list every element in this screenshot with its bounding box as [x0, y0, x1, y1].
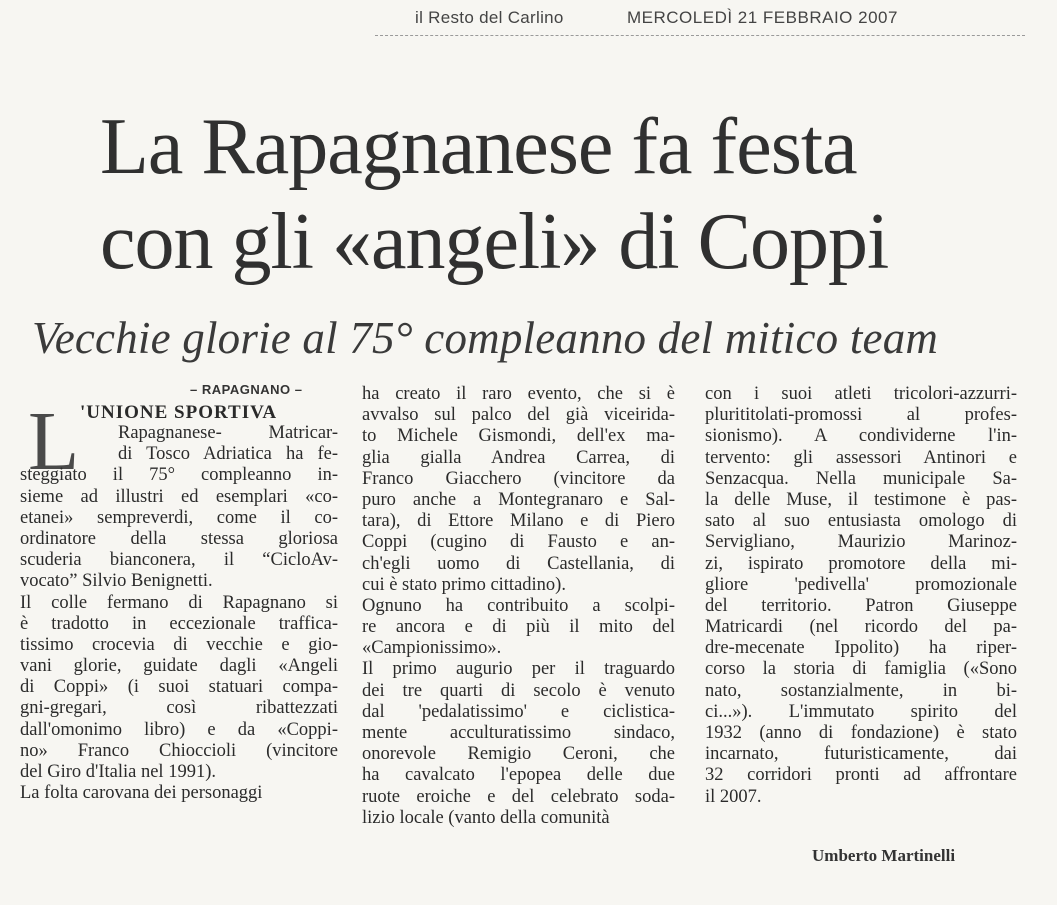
article-line: mente acculturatissimo sindaco,: [362, 723, 675, 743]
article-line: tervento: gli assessori Antinori e: [705, 447, 1017, 468]
article-line: ruote eroiche e del celebrato soda-: [362, 786, 675, 807]
article-line: tissimo crocevia di vecchie e gio-: [20, 634, 338, 655]
article-line: Il colle fermano di Rapagnano si: [20, 592, 338, 613]
article-line: vocato” Silvio Benignetti.: [20, 571, 213, 592]
article-line: ordinatore della stessa gloriosa: [20, 528, 338, 549]
article-line: dall'omonimo libro) e da «Coppi-: [20, 719, 338, 740]
headline-line-1: La Rapagnanese fa festa: [100, 103, 857, 191]
article-line: ci...»). L'immutato spirito del: [705, 701, 1017, 722]
article-column-2: [362, 384, 675, 829]
article-line: cui è stato primo cittadino).: [362, 574, 566, 595]
article-opener: 'UNIONE SPORTIVA: [80, 402, 278, 423]
article-line: il 2007.: [705, 786, 762, 807]
article-line: Rapagnanese- Matricar-: [118, 423, 338, 443]
article-line: dei tre quarti di secolo è venuto: [362, 680, 675, 701]
article-line: steggiato il 75° compleanno in-: [20, 465, 338, 486]
article-line: re ancora e di più il mito del: [362, 617, 675, 638]
article-line: avvalso sul palco del già viceirida-: [362, 405, 675, 426]
masthead: [380, 5, 1030, 33]
article-line: ch'egli uomo di Castellania, di: [362, 553, 675, 574]
article-line: glia gialla Andrea Carrea, di: [362, 447, 675, 468]
article-line: vani glorie, guidate dagli «Angeli: [20, 656, 338, 677]
article-line: 32 corridori pronti ad affrontare: [705, 765, 1017, 786]
article-line: 1932 (anno di fondazione) è stato: [705, 723, 1017, 743]
article-line: di Tosco Adriatica ha fe-: [118, 444, 338, 465]
article-line: gliore 'pedivella' promozionale: [705, 574, 1017, 595]
article-line: «Campionissimo».: [362, 638, 502, 659]
article-line: sionismo). A condividerne l'in-: [705, 426, 1017, 447]
article-line: dal 'pedalatissimo' e ciclistica-: [362, 701, 675, 722]
article-line: onorevole Remigio Ceroni, che: [362, 744, 675, 765]
article-line: è tradotto in eccezionale traffica-: [20, 613, 338, 634]
article-line: ha creato il raro evento, che si è: [362, 384, 675, 404]
article-line: puro anche a Montegranaro e Sal-: [362, 489, 675, 510]
article-line: Il primo augurio per il traguardo: [362, 659, 675, 680]
article-line: scuderia bianconera, il “CicloAv-: [20, 550, 338, 571]
article-line: Coppi (cugino di Fausto e an-: [362, 532, 675, 553]
article-line: sieme ad illustri ed esemplari «co-: [20, 486, 338, 507]
article-line: del territorio. Patron Giuseppe: [705, 595, 1017, 616]
article-line: gni-gregari, così ribattezzati: [20, 698, 338, 719]
article-line: incarnato, futuristicamente, dai: [705, 744, 1017, 765]
issue-date: MERCOLEDÌ 21 FEBBRAIO 2007: [627, 8, 898, 27]
article-line: Franco Giacchero (vincitore da: [362, 468, 675, 489]
article-line: Senzacqua. Nella municipale Sa-: [705, 468, 1017, 489]
article-column-3: [705, 384, 1017, 808]
article-line: con i suoi atleti tricolori-azzurri-: [705, 384, 1017, 404]
article-line: to Michele Gismondi, dell'ex ma-: [362, 426, 675, 447]
article-line: di Coppi» (i suoi statuari compa-: [20, 677, 338, 698]
article-line: la delle Muse, il testimone è pas-: [705, 489, 1017, 510]
article-line: La folta carovana dei personaggi: [20, 783, 263, 804]
article-line: plurititolati-promossi al profes-: [705, 405, 1017, 426]
byline: Umberto Martinelli: [812, 846, 956, 865]
article-line: lizio locale (vanto della comunità: [362, 807, 610, 828]
article-line: sato al suo entusiasta omologo di: [705, 511, 1017, 532]
article-column-1: [20, 423, 338, 804]
headline-line-2: con gli «angeli» di Coppi: [100, 198, 889, 286]
masthead-rule: [375, 35, 1025, 36]
newspaper-name: il Resto del Carlino: [415, 8, 564, 27]
article-line: Ognuno ha contribuito a scolpi-: [362, 595, 675, 616]
article-line: del Giro d'Italia nel 1991).: [20, 762, 216, 782]
article-line: nato, sostanzialmente, in bi-: [705, 680, 1017, 701]
article-line: tara), di Ettore Milano e di Piero: [362, 511, 675, 532]
article-line: Servigliano, Maurizio Marinoz-: [705, 532, 1017, 553]
article-line: etanei» sempreverdi, come il co-: [20, 507, 338, 528]
article-line: ha cavalcato l'epopea delle due: [362, 765, 675, 786]
dateline-text: – RAPAGNANO –: [190, 382, 303, 397]
article-line: dre-mecenate Ippolito) ha riper-: [705, 638, 1017, 659]
article-line: corso la storia di famiglia («Sono: [705, 659, 1017, 680]
article-line: zi, ispirato promotore della mi-: [705, 553, 1017, 574]
dateline: [190, 382, 302, 397]
subheadline: Vecchie glorie al 75° compleanno del mitico team: [32, 313, 939, 363]
article-line: no» Franco Chioccioli (vincitore: [20, 740, 338, 761]
drop-cap: L: [28, 395, 80, 488]
article-line: Matricardi (nel ricordo del pa-: [705, 617, 1017, 638]
